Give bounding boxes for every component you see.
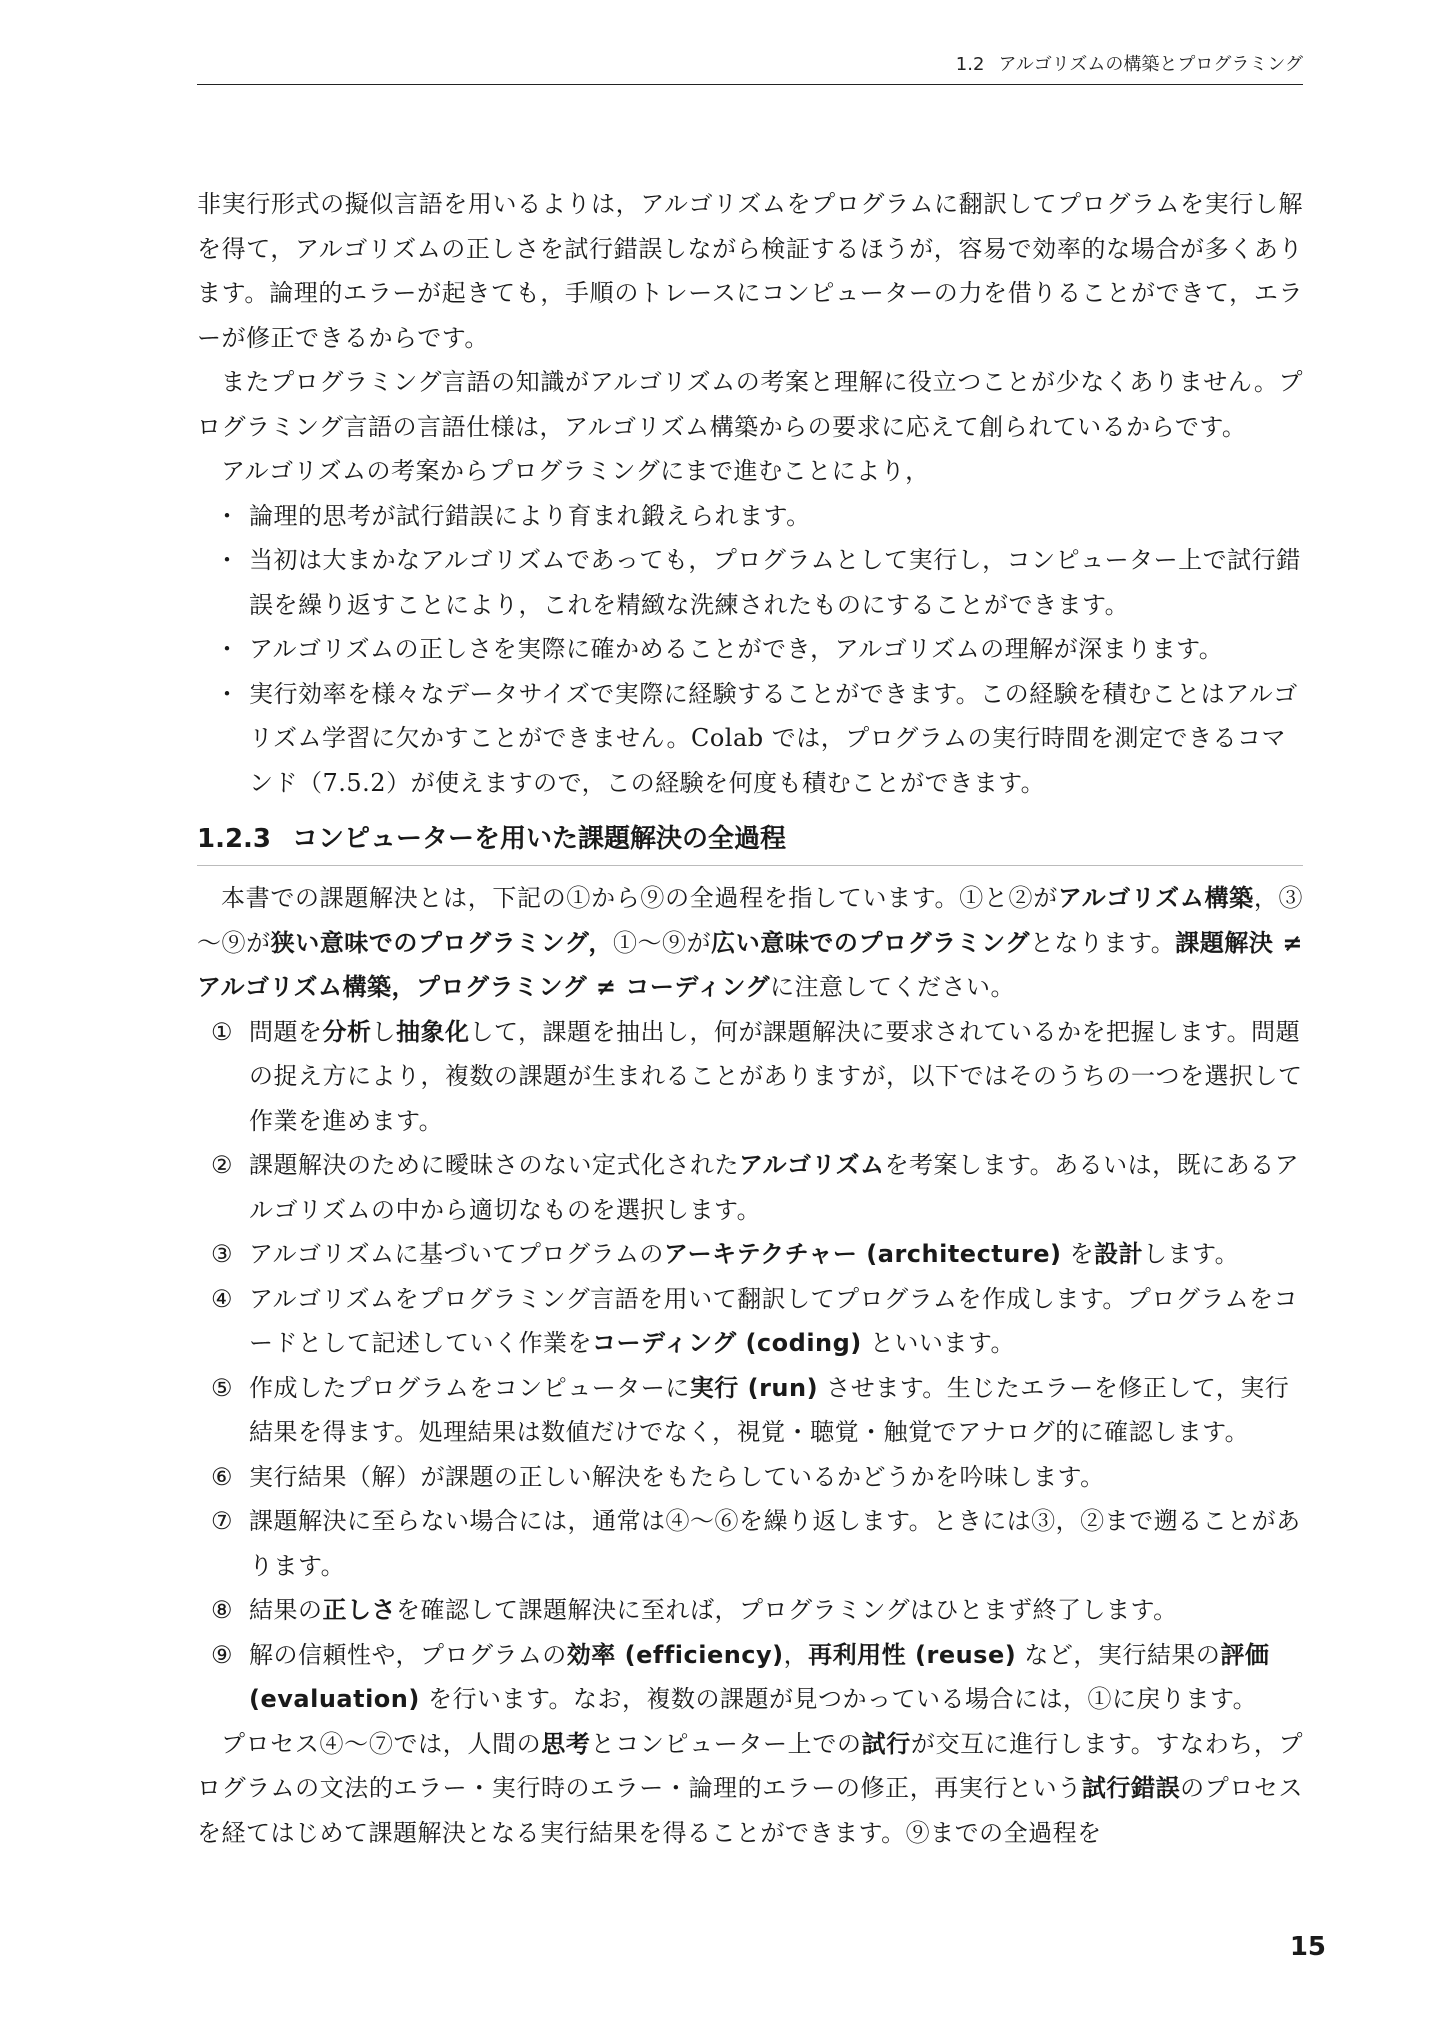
bold-term: 分析 bbox=[322, 1017, 372, 1046]
step-number: ② bbox=[211, 1151, 234, 1179]
step-item bbox=[197, 1010, 1303, 1144]
text-run: を bbox=[1061, 1240, 1095, 1268]
bold-term: コーディング (coding) bbox=[592, 1329, 862, 1357]
section-heading bbox=[197, 817, 1303, 866]
bold-term: 狭い意味でのプログラミング， bbox=[270, 928, 613, 957]
text-run: など，実行結果の bbox=[1016, 1640, 1221, 1669]
section-number: 1.2.3 bbox=[197, 824, 272, 854]
text-run: 実行結果（解）が課題の正しい解決をもたらしているかどうかを吟味します。 bbox=[249, 1462, 1105, 1491]
text-run: 結果の bbox=[249, 1596, 323, 1624]
list-item bbox=[197, 672, 1303, 806]
step-item bbox=[197, 1143, 1303, 1232]
step-number: ⑤ bbox=[211, 1373, 234, 1402]
bold-term: 課題解決 ≠ アルゴリズム構築，プログラミング ≠ コーディング bbox=[197, 928, 1304, 1001]
paragraph: またプログラミング言語の知識がアルゴリズムの考案と理解に役立つことが少なくありません。プログラミング言語の言語仕様は，アルゴリズム構築からの要求に応えて創られているからです。 bbox=[197, 368, 1303, 441]
text-run: させます。生じたエラーを修正して，実行結果を得ます。処理結果は数値だけでなく，視覚・聴覚・触覚でアナログ的に確認します。 bbox=[249, 1373, 1290, 1446]
bold-term: アルゴリズム構築 bbox=[1057, 884, 1254, 912]
bullet-mark: ・ bbox=[215, 635, 240, 663]
text-run: を考案します。あるいは，既にあるアルゴリズムの中から適切なものを選択します。 bbox=[249, 1151, 1300, 1224]
text-run: のプロセスを経てはじめて課題解決となる実行結果を得ることができます。⑨までの全過程を bbox=[197, 1774, 1304, 1847]
bullet-mark: ・ bbox=[215, 679, 240, 708]
bold-term: 再利用性 (reuse) bbox=[808, 1640, 1017, 1669]
bold-term: 試行錯誤 bbox=[1081, 1774, 1181, 1802]
paragraph: アルゴリズムの考案からプログラミングにまで進むことにより， bbox=[221, 457, 930, 485]
text-run: して，課題を抽出し，何が課題解決に要求されているかを把握します。問題の捉え方により，複数の課題が生まれることがありますが，以下ではそのうちの一つを選択して作業を進めます。 bbox=[249, 1017, 1303, 1135]
step-number: ① bbox=[211, 1017, 234, 1046]
bold-term: 思考 bbox=[541, 1729, 591, 1758]
step-item bbox=[197, 1277, 1303, 1366]
step-item bbox=[197, 1633, 1303, 1722]
step-number: ⑧ bbox=[211, 1596, 234, 1624]
text-run: 作成したプログラムをコンピューターに bbox=[249, 1373, 690, 1402]
text-run: 問題を bbox=[249, 1017, 323, 1046]
step-item bbox=[197, 1588, 1303, 1633]
bold-term: 正しさ bbox=[322, 1596, 396, 1624]
running-header bbox=[197, 52, 1303, 85]
page-number: 15 bbox=[1289, 1932, 1326, 1962]
step-number: ⑥ bbox=[211, 1462, 234, 1491]
list-item bbox=[197, 627, 1303, 672]
text-run: が交互に進行します。すなわち，プログラムの文法的エラー・実行時のエラー・論理的エラーの修正，再実行という bbox=[197, 1729, 1304, 1802]
text-run: プロセス④～⑦では，人間の bbox=[221, 1729, 542, 1758]
list-item-text: 実行効率を様々なデータサイズで実際に経験することができます。この経験を積むことはアルゴリズム学習に欠かすことができません。Colab では，プログラムの実行時間を測定できるコマンド（7.5.2）が使えますので，この経験を何度も積むことができます。 bbox=[249, 679, 1298, 797]
bullet-list bbox=[197, 494, 1303, 806]
list-item-text: 当初は大まかなアルゴリズムであっても，プログラムとして実行し，コンピューター上で試行錯誤を繰り返すことにより，これを精緻な洗練されたものにすることができます。 bbox=[249, 546, 1301, 619]
step-number: ④ bbox=[211, 1284, 234, 1313]
step-item bbox=[197, 1232, 1303, 1277]
closing-paragraph bbox=[197, 1722, 1303, 1856]
list-item bbox=[197, 538, 1303, 627]
text-run: に注意してください。 bbox=[770, 973, 1015, 1001]
bold-term: 抽象化 bbox=[396, 1017, 470, 1046]
page-body bbox=[197, 182, 1303, 1855]
step-number: ⑦ bbox=[211, 1507, 234, 1535]
bold-term: アルゴリズム bbox=[739, 1151, 885, 1179]
text-run: し bbox=[371, 1017, 396, 1046]
header-section-title: アルゴリズムの構築とプログラミング bbox=[998, 54, 1303, 75]
step-item bbox=[197, 1499, 1303, 1588]
header-section-number: 1.2 bbox=[955, 54, 985, 75]
paragraph: 非実行形式の擬似言語を用いるよりは，アルゴリズムをプログラムに翻訳してプログラムを実行し解を得て，アルゴリズムの正しさを試行錯誤しながら検証するほうが，容易で効率的な場合が多くあります。論理的エラーが起きても，手順のトレースにコンピューターの力を借りることができて，エラーが修正できるからです。 bbox=[197, 190, 1303, 352]
list-item-text: アルゴリズムの正しさを実際に確かめることができ，アルゴリズムの理解が深まります。 bbox=[249, 635, 1224, 663]
text-run: となります。 bbox=[1029, 928, 1176, 957]
bold-term: 設計 bbox=[1094, 1240, 1144, 1268]
text-run: を行います。なお，複数の課題が見つかっている場合には，①に戻ります。 bbox=[419, 1685, 1258, 1713]
text-run: とコンピューター上での bbox=[590, 1729, 862, 1758]
bold-term: 評価 (evaluation) bbox=[249, 1640, 1270, 1713]
text-run: といいます。 bbox=[861, 1329, 1015, 1357]
bold-term: アーキテクチャー (architecture) bbox=[663, 1240, 1062, 1268]
bullet-mark: ・ bbox=[215, 501, 240, 530]
bold-term: 広い意味でのプログラミング bbox=[711, 928, 1030, 957]
section-title: コンピューターを用いた課題解決の全過程 bbox=[292, 824, 787, 854]
step-item bbox=[197, 1455, 1303, 1500]
text-run: を確認して課題解決に至れば，プログラミングはひとまず終了します。 bbox=[396, 1596, 1178, 1624]
text-run: します。 bbox=[1143, 1240, 1240, 1268]
text-run: ， bbox=[783, 1640, 809, 1669]
text-run: 課題解決に至らない場合には，通常は④～⑥を繰り返します。ときには③，②まで遡ることがあります。 bbox=[249, 1507, 1301, 1580]
step-item bbox=[197, 1366, 1303, 1455]
text-run: アルゴリズムに基づいてプログラムの bbox=[249, 1240, 664, 1268]
text-run: ①～⑨が bbox=[612, 928, 712, 957]
list-item-text: 論理的思考が試行錯誤により育まれ鍛えられます。 bbox=[249, 501, 811, 530]
text-run: 課題解決のために曖昧さのない定式化された bbox=[249, 1151, 739, 1179]
list-item bbox=[197, 494, 1303, 539]
text-run: ，③～⑨が bbox=[197, 884, 1304, 957]
process-steps bbox=[197, 1010, 1303, 1722]
step-number: ③ bbox=[211, 1240, 234, 1268]
text-run: 本書での課題解決とは，下記の①から⑨の全過程を指しています。①と②が bbox=[221, 884, 1058, 912]
bold-term: 実行 (run) bbox=[689, 1373, 819, 1402]
step-number: ⑨ bbox=[211, 1640, 234, 1669]
text-run: 解の信頼性や，プログラムの bbox=[249, 1640, 567, 1669]
bullet-mark: ・ bbox=[215, 546, 240, 574]
bold-term: 試行 bbox=[861, 1729, 911, 1758]
bold-term: 効率 (efficiency) bbox=[566, 1640, 784, 1669]
intro-paragraph bbox=[197, 876, 1303, 1010]
text-run: アルゴリズムをプログラミング言語を用いて翻訳してプログラムを作成します。プログラムをコードとして記述していく作業を bbox=[249, 1284, 1299, 1357]
